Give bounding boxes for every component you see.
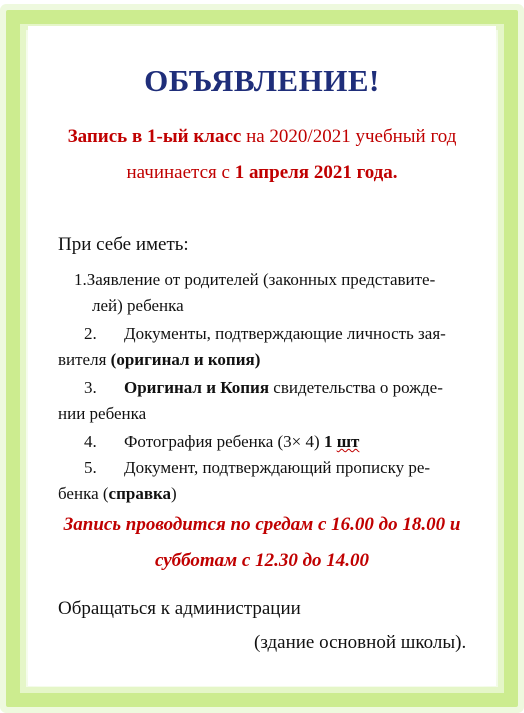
enrollment-line-1 bbox=[28, 126, 496, 148]
list-item-4-quantity: 1 bbox=[323, 432, 337, 451]
list-item-3-line-1 bbox=[84, 378, 443, 398]
list-item-1-line-1 bbox=[74, 270, 435, 290]
list-item-4-line-1 bbox=[84, 432, 359, 452]
list-item-1-line-2: лей) ребенка bbox=[92, 296, 184, 315]
list-item-4-text: Фотография ребенка (3× 4) bbox=[124, 432, 324, 451]
announcement-page bbox=[28, 26, 496, 686]
list-item-1-text: Заявление от родителей (законных представите- bbox=[86, 270, 436, 289]
contact-line-1: Обращаться к администрации bbox=[58, 598, 301, 619]
list-item-2-line-1 bbox=[84, 324, 446, 344]
enrollment-start-date: 1 апреля 2021 года. bbox=[234, 162, 398, 183]
list-item-2-cont: вителя bbox=[58, 350, 111, 369]
list-item-2-text: Документы, подтверждающие личность зая- bbox=[124, 324, 446, 343]
list-item-5-number: 5. bbox=[84, 458, 97, 477]
enrollment-grade-label: Запись в 1-ый класс bbox=[67, 126, 242, 147]
list-item-4-unit: шт bbox=[336, 432, 360, 451]
list-item-3-line-2: нии ребенка bbox=[58, 404, 147, 423]
schedule-line-2: субботам с 12.30 до 14.00 bbox=[154, 550, 370, 571]
list-item-5-line-2 bbox=[58, 484, 177, 504]
list-item-2-number: 2. bbox=[84, 324, 97, 343]
announcement-title: ОБЪЯВЛЕНИЕ! bbox=[144, 63, 380, 98]
list-item-3-original-copy: Оригинал и Копия bbox=[124, 378, 270, 397]
list-item-1-number: 1. bbox=[74, 270, 87, 289]
list-item-5-text: Документ, подтверждающий прописку ре- bbox=[124, 458, 431, 477]
list-item-3-number: 3. bbox=[84, 378, 97, 397]
list-item-5-cont: бенка ( bbox=[58, 484, 109, 503]
schedule-line-1: Запись проводится по средам с 16.00 до 18.00 и bbox=[63, 514, 461, 535]
list-item-4-number: 4. bbox=[84, 432, 97, 451]
list-item-5-certificate: справка bbox=[108, 484, 172, 503]
enrollment-year-text: на 2020/2021 учебный год bbox=[241, 126, 457, 147]
list-item-2-original-copy: (оригинал и копия) bbox=[110, 350, 261, 369]
enrollment-start-text: начинается с bbox=[126, 162, 235, 183]
contact-line-2: (здание основной школы). bbox=[254, 632, 467, 653]
enrollment-line-2 bbox=[28, 162, 496, 184]
list-item-2-line-2 bbox=[58, 350, 260, 370]
list-item-5-close-paren: ) bbox=[171, 484, 177, 503]
bring-heading: При себе иметь: bbox=[58, 234, 189, 255]
list-item-3-text: свидетельства о рожде- bbox=[269, 378, 443, 397]
list-item-5-line-1 bbox=[84, 458, 430, 478]
